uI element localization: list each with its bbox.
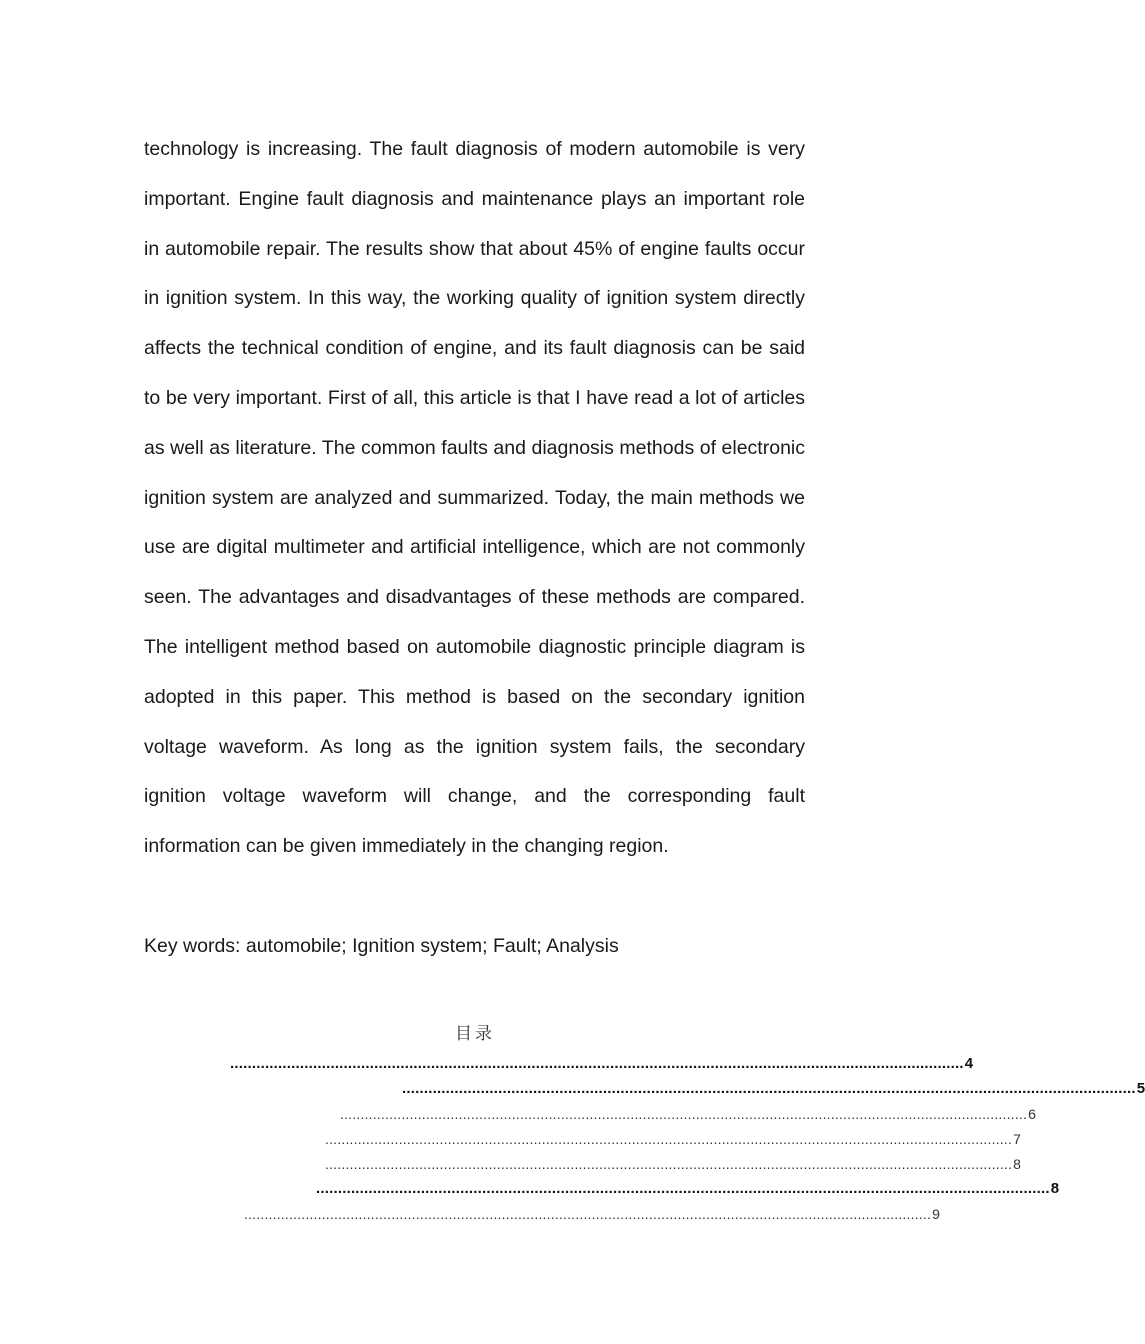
toc-page-number: 4 bbox=[964, 1055, 974, 1072]
toc-page-number: 6 bbox=[1028, 1106, 1036, 1122]
toc-leader-dots: ........................................................................................................................................................................ bbox=[244, 1206, 932, 1222]
toc-page-number: 7 bbox=[1013, 1131, 1021, 1147]
toc-leader-dots: ........................................................................................................................................................................ bbox=[230, 1055, 964, 1072]
toc-entry[interactable] bbox=[325, 1122, 1021, 1147]
toc-title: 目录 bbox=[455, 1024, 495, 1044]
toc-page-number: 8 bbox=[1050, 1180, 1060, 1197]
toc-leader-dots: ........................................................................................................................................................................ bbox=[325, 1156, 1013, 1172]
toc-page-number: 5 bbox=[1136, 1080, 1145, 1097]
toc-entry[interactable] bbox=[402, 1072, 1145, 1097]
toc-entry[interactable] bbox=[325, 1147, 1021, 1172]
toc-entry[interactable] bbox=[244, 1197, 940, 1222]
toc-leader-dots: ........................................................................................................................................................................ bbox=[325, 1131, 1013, 1147]
toc-entry[interactable] bbox=[316, 1172, 1060, 1197]
toc-entry[interactable] bbox=[340, 1097, 1036, 1122]
toc-leader-dots: ........................................................................................................................................................................ bbox=[340, 1106, 1028, 1122]
toc-leader-dots: ........................................................................................................................................................................ bbox=[316, 1180, 1050, 1197]
toc-entry[interactable] bbox=[230, 1047, 974, 1072]
keywords-line: Key words: automobile; Ignition system; Fault; Analysis bbox=[144, 935, 619, 957]
abstract-paragraph: technology is increasing. The fault diagnosis of modern automobile is very important. Engine fault diagnosis and maintenance plays an important role in automobile repair. The results show that about 45% of engine faults occur in ignition system. In this way, the working quality of ignition system directly affects the technical condition of engine, and its fault diagnosis can be said to be very important. First of all, this article is that I have read a lot of articles as well as literature. The common faults and diagnosis methods of electronic ignition system are analyzed and summarized. Today, the main methods we use are digital multimeter and artificial intelligence, which are not commonly seen. The advantages and disadvantages of these methods are compared. The intelligent method based on automobile diagnostic principle diagram is adopted in this paper. This method is based on the secondary ignition voltage waveform. As long as the ignition system fails, the secondary ignition voltage waveform will change, and the corresponding fault information can be given immediately in the changing region. bbox=[144, 138, 805, 858]
toc-page-number: 8 bbox=[1013, 1156, 1021, 1172]
toc-leader-dots: ........................................................................................................................................................................ bbox=[402, 1080, 1136, 1097]
toc-page-number: 9 bbox=[932, 1206, 940, 1222]
